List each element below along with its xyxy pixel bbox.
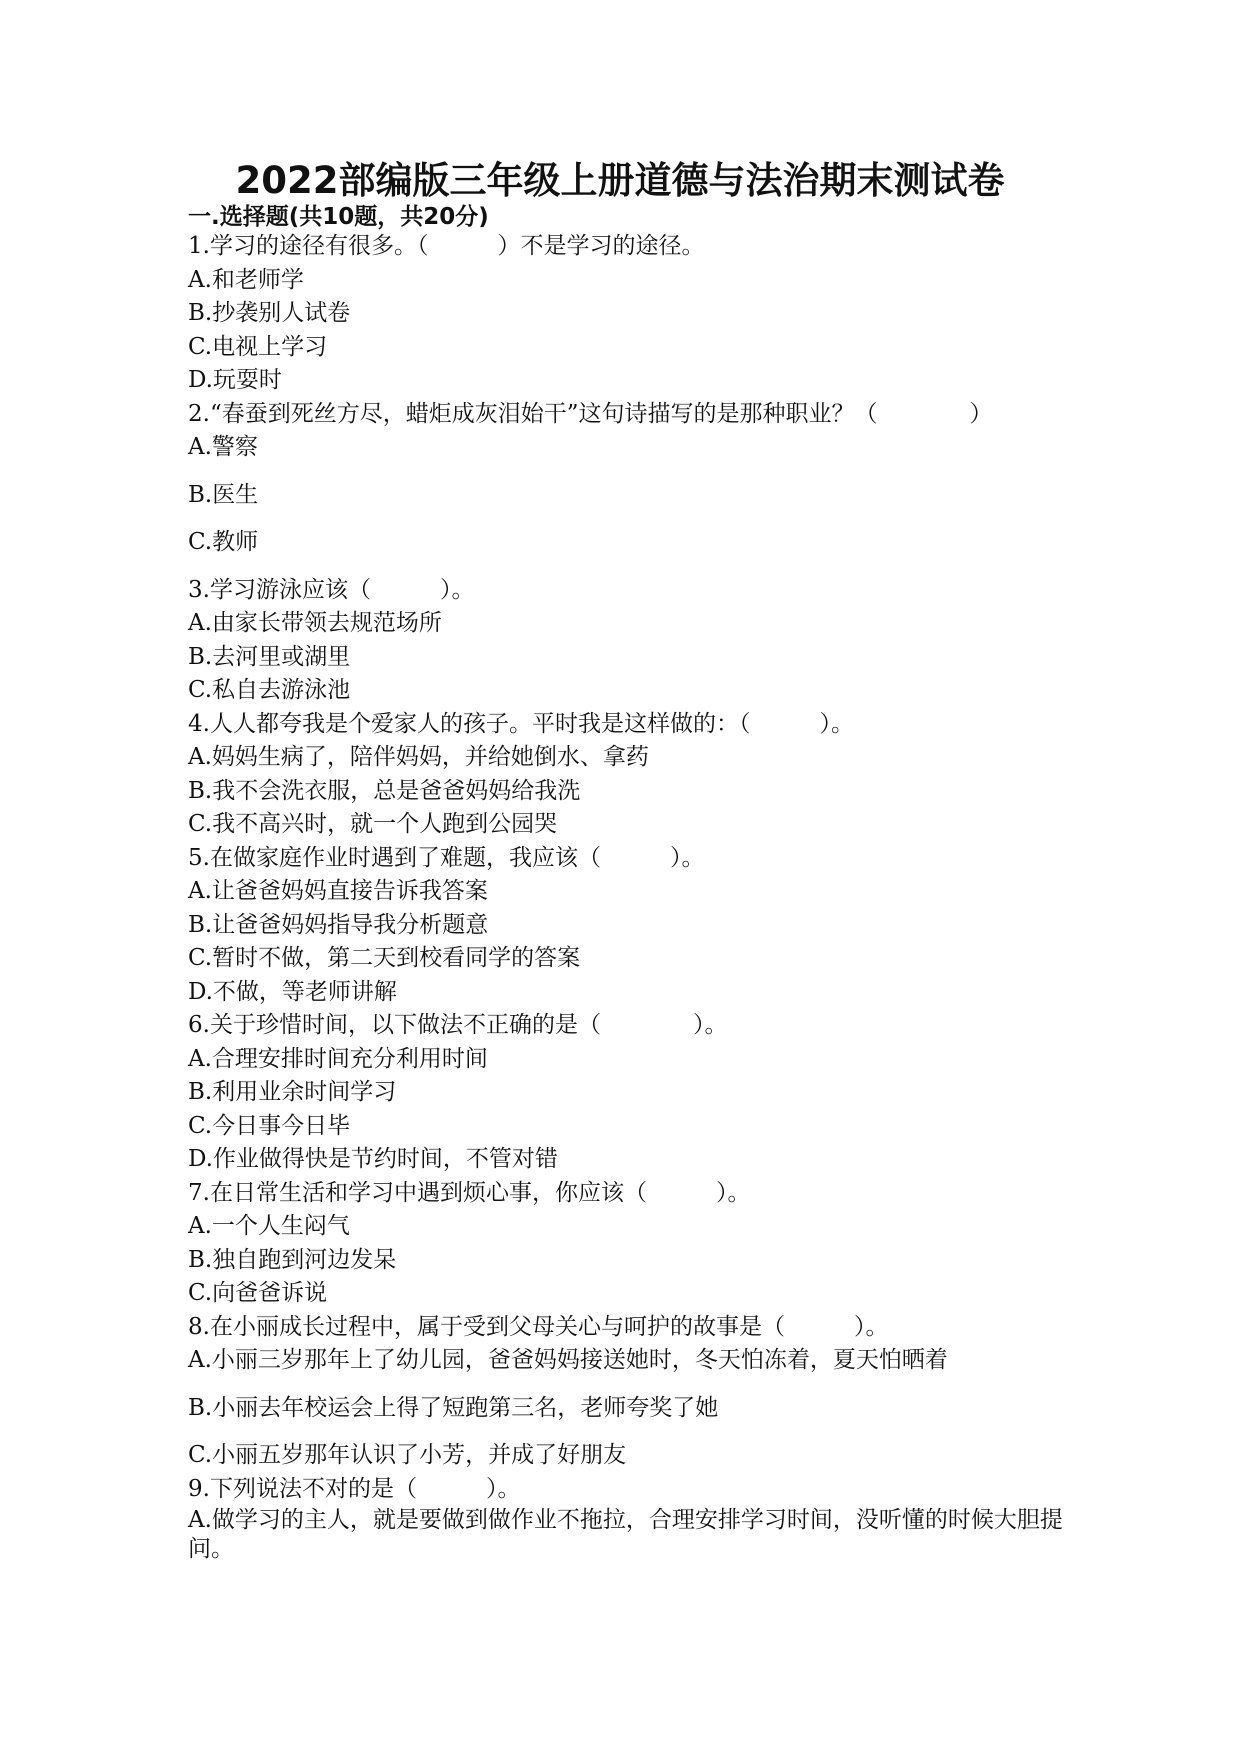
question-text: 9.下列说法不对的是（ ）。 bbox=[188, 1475, 521, 1502]
option: A.小丽三岁那年上了幼儿园，爸爸妈妈接送她时，冬天怕冻着，夏天怕晒着 bbox=[188, 1347, 948, 1373]
option: B.我不会洗衣服，总是爸爸妈妈给我洗 bbox=[188, 777, 581, 804]
option: A.合理安排时间充分利用时间 bbox=[188, 1045, 488, 1072]
option: B.小丽去年校运会上得了短跑第三名，老师夸奖了她 bbox=[188, 1394, 719, 1421]
option: B.去河里或湖里 bbox=[188, 643, 351, 670]
option: A.让爸爸妈妈直接告诉我答案 bbox=[188, 878, 488, 904]
option: D.作业做得快是节约时间，不管对错 bbox=[188, 1146, 558, 1172]
option: A.一个人生闷气 bbox=[188, 1213, 350, 1239]
option: B.让爸爸妈妈指导我分析题意 bbox=[188, 911, 489, 938]
option: C.向爸爸诉说 bbox=[188, 1280, 328, 1306]
question-text: 5.在做家庭作业时遇到了难题，我应该（ ）。 bbox=[188, 844, 705, 871]
option: A.由家长带领去规范场所 bbox=[188, 610, 442, 636]
question-text: 3.学习游泳应该（ ）。 bbox=[188, 576, 475, 603]
option: A.和老师学 bbox=[188, 266, 304, 293]
question-text: 6.关于珍惜时间，以下做法不正确的是（ ）。 bbox=[188, 1012, 728, 1038]
question-text: 7.在日常生活和学习中遇到烦心事，你应该（ ）。 bbox=[188, 1179, 751, 1206]
question-list bbox=[188, 230, 1068, 1564]
option: D.玩耍时 bbox=[188, 367, 282, 393]
option: B.独自跑到河边发呆 bbox=[188, 1246, 397, 1273]
question-text: 1.学习的途径有很多。（ ）不是学习的途径。 bbox=[188, 233, 705, 259]
option: B.医生 bbox=[188, 481, 259, 508]
option: D.不做，等老师讲解 bbox=[188, 978, 397, 1005]
option: A.做学习的主人，就是要做到做作业不拖拉，合理安排学习时间，没听懂的时候大胆提问。 bbox=[188, 1507, 1063, 1562]
option: C.今日事今日毕 bbox=[188, 1112, 351, 1139]
option: C.教师 bbox=[188, 529, 259, 555]
option: B.抄袭别人试卷 bbox=[188, 300, 351, 326]
option: B.利用业余时间学习 bbox=[188, 1079, 397, 1105]
question-text: 8.在小丽成长过程中，属于受到父母关心与呵护的故事是（ ）。 bbox=[188, 1313, 889, 1340]
question-text: 4.人人都夸我是个爱家人的孩子。平时我是这样做的：（ ）。 bbox=[188, 710, 854, 737]
option: C.暂时不做，第二天到校看同学的答案 bbox=[188, 945, 581, 971]
option: C.电视上学习 bbox=[188, 333, 328, 360]
option: C.小丽五岁那年认识了小芳，并成了好朋友 bbox=[188, 1442, 627, 1468]
option: C.我不高兴时，就一个人跑到公园哭 bbox=[188, 811, 558, 837]
section-heading: 一.选择题(共10题，共20分) bbox=[188, 204, 489, 230]
page-title: 2022部编版三年级上册道德与法治期末测试卷 bbox=[235, 159, 1005, 202]
option: A.妈妈生病了，陪伴妈妈，并给她倒水、拿药 bbox=[188, 744, 649, 770]
option: C.私自去游泳池 bbox=[188, 677, 351, 703]
option: A.警察 bbox=[188, 434, 258, 460]
question-text: 2.“春蚕到死丝方尽，蜡炬成灰泪始干”这句诗描写的是那种职业？（ ） bbox=[188, 400, 993, 427]
